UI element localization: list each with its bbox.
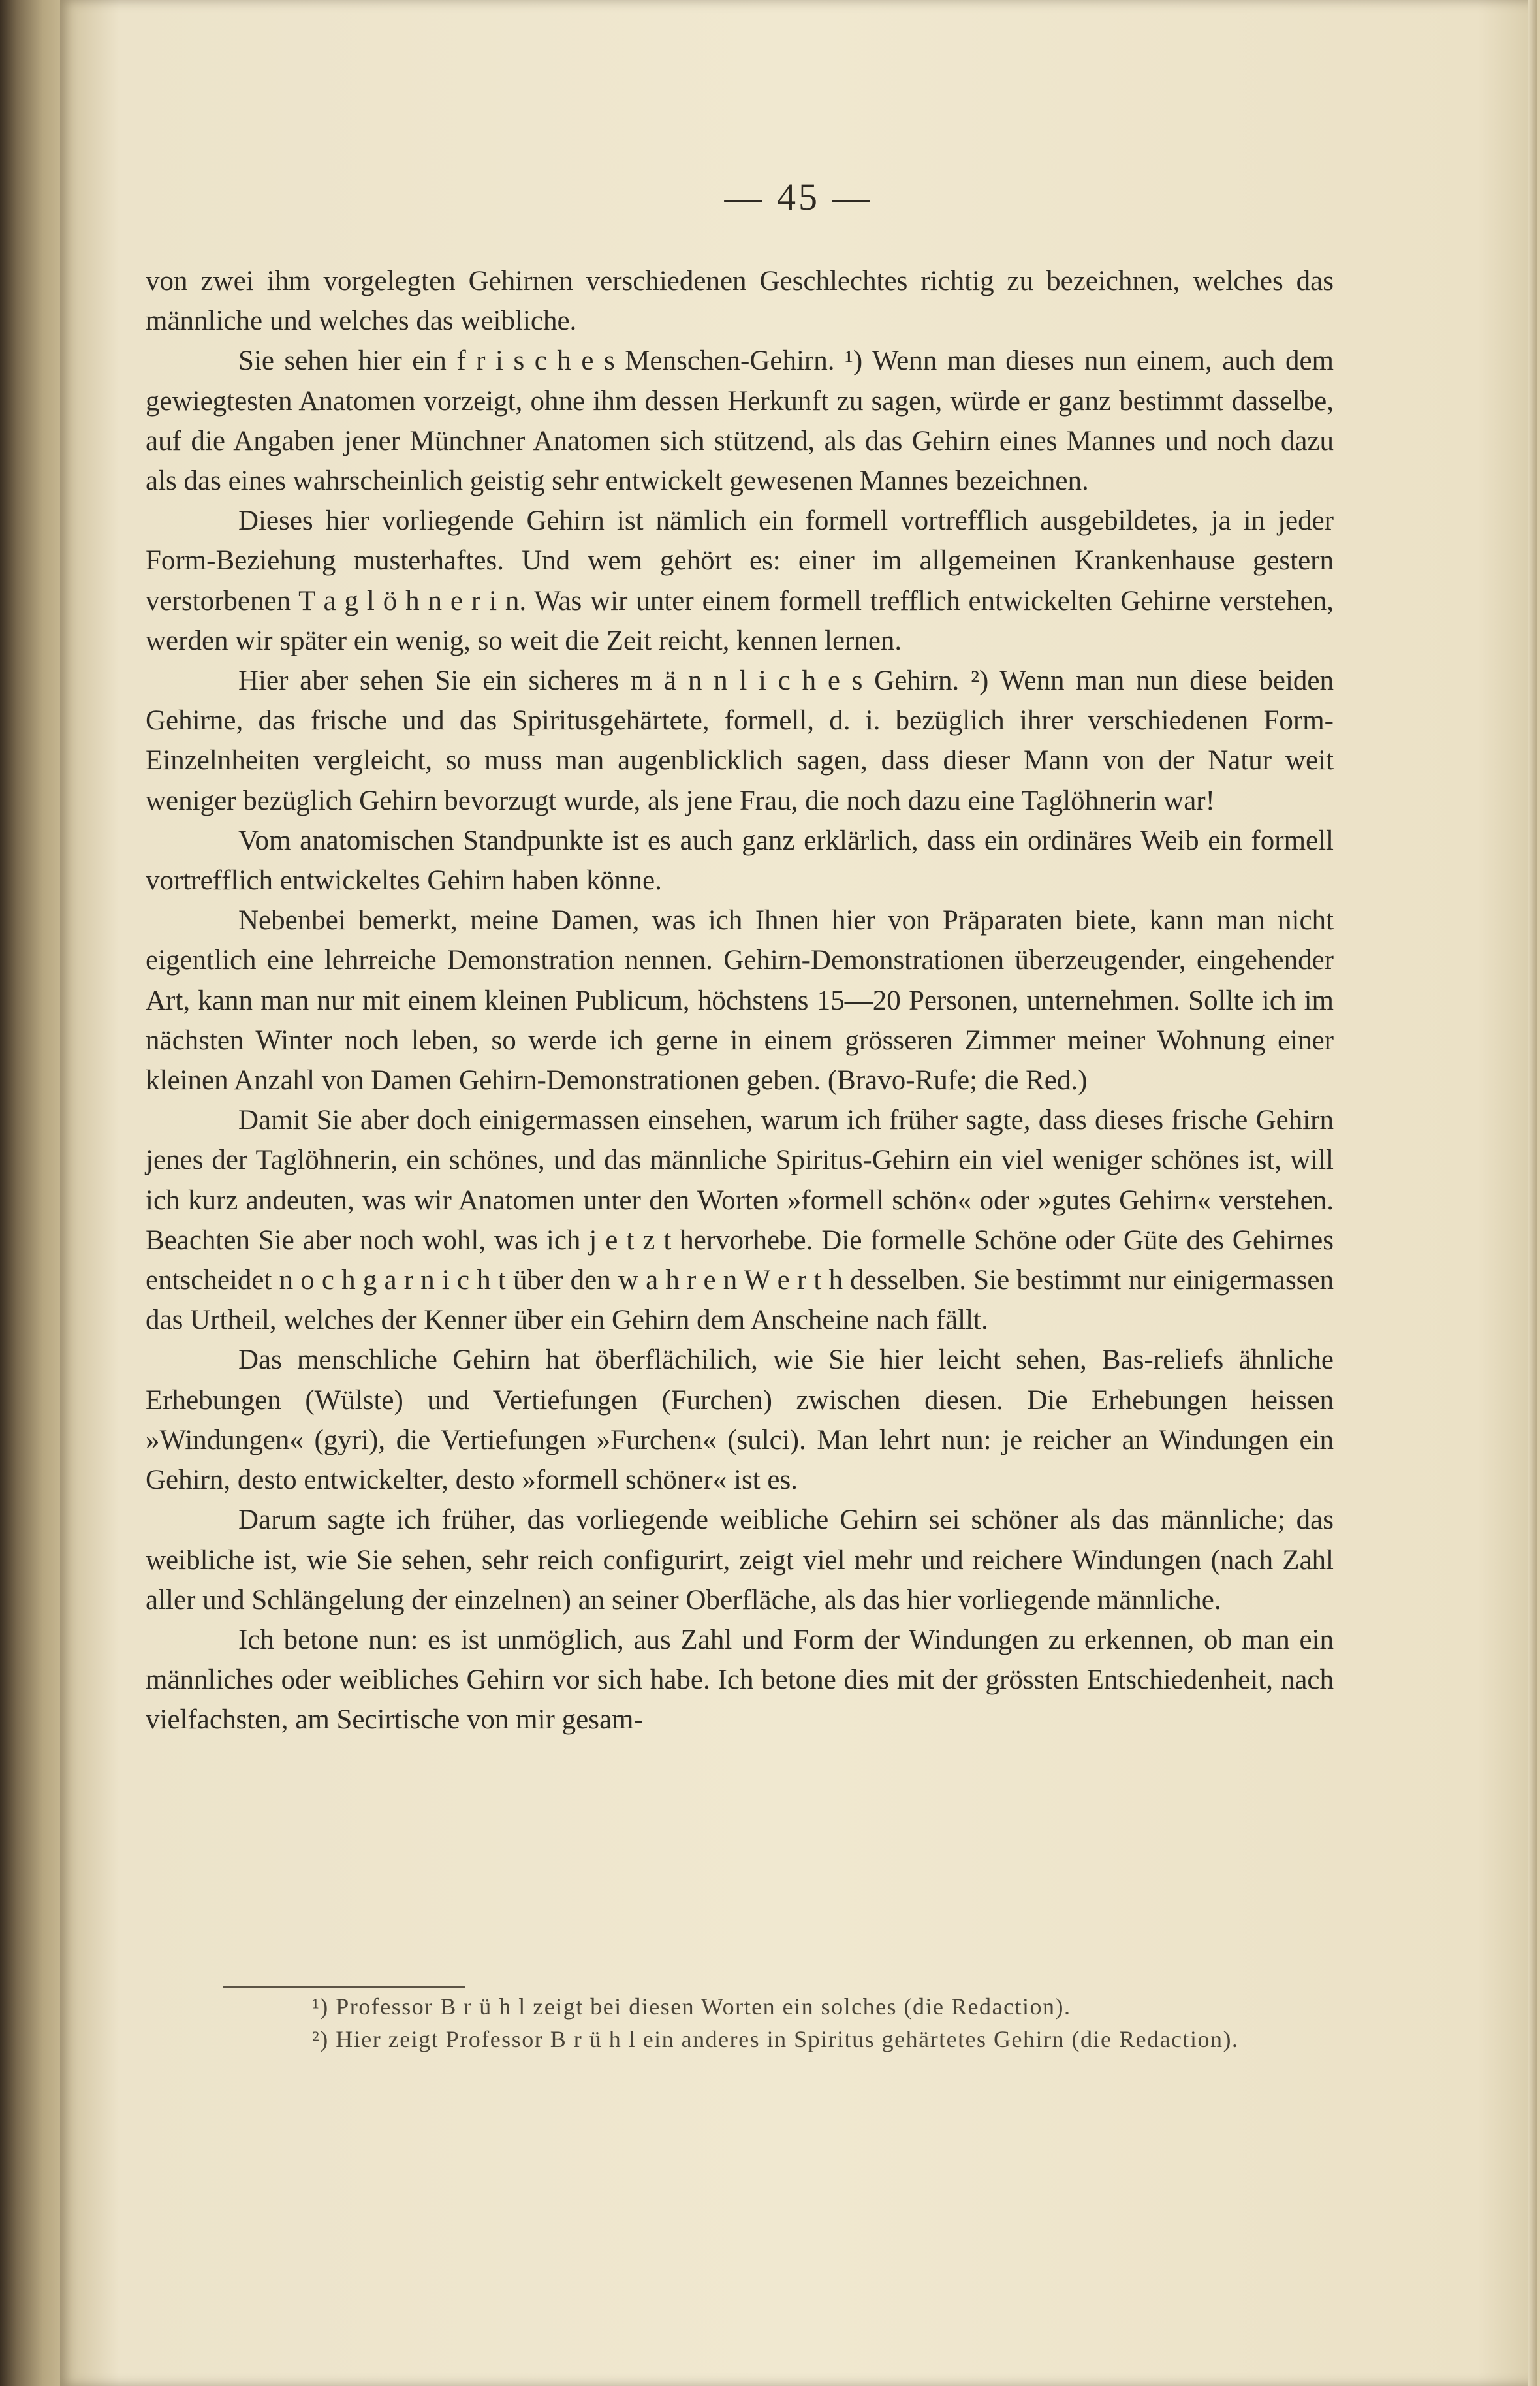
paragraph: Hier aber sehen Sie ein sicheres m ä n n l i c h e s Gehirn. ²) Wenn man nun diese beiden Gehirne, das frische und das Spiritusgehärtete, formell, d. i. bezüglich ihrer verschiedenen Form-Einzelnheiten vergleicht, so muss man augenblicklich sagen, dass dieser Mann von der Natur weit weniger bezüglich Gehirn bevorzugt wurde, als jene Frau, die noch dazu eine Taglöhnerin war! — [146, 665, 1334, 816]
page-number: — 45 — — [724, 176, 873, 218]
page-edge — [1528, 0, 1537, 2386]
paragraph: Dieses hier vorliegende Gehirn ist nämlich ein formell vortrefflich ausgebildetes, ja in jeder Form-Beziehung musterhaftes. Und wem gehört es: einer im allgemeinen Krankenhause gestern verstorbenen T a g l ö h n e r i n. Was wir unter einem formell trefflich entwickelten Gehirne verstehen, werden wir später ein wenig, so weit die Zeit reicht, kennen lernen. — [146, 505, 1334, 656]
book-page — [60, 0, 1537, 2386]
footnote: ¹) Professor B r ü h l zeigt bei diesen Worten ein solches (die Redaction). — [312, 1994, 1071, 2020]
footnote: ²) Hier zeigt Professor B r ü h l ein anderes in Spiritus gehärtetes Gehirn (die Redaction). — [312, 2026, 1239, 2052]
paragraph: Nebenbei bemerkt, meine Damen, was ich Ihnen hier von Präparaten biete, kann man nicht eigentlich eine lehrreiche Demonstration nennen. Gehirn-Demonstrationen überzeugender, eingehender Art, kann man nur mit einem kleinen Publicum, höchstens 15—20 Personen, unternehmen. Sollte ich im nächsten Winter noch leben, so werde ich gerne in einem grösseren Zimmer meiner Wohnung einer kleinen Anzahl von Damen Gehirn-Demonstrationen geben. (Bravo-Rufe; die Red.) — [146, 905, 1334, 1096]
paragraph: Sie sehen hier ein f r i s c h e s Menschen-Gehirn. ¹) Wenn man dieses nun einem, auch dem gewiegtesten Anatomen vorzeigt, ohne ihm dessen Herkunft zu sagen, würde er ganz bestimmt dasselbe, auf die Angaben jener Münchner Anatomen sich stützend, als das Gehirn eines Mannes und noch dazu als das eines wahrscheinlich geistig sehr entwickelt gewesenen Mannes bezeichnen. — [146, 345, 1334, 497]
paragraph: Ich betone nun: es ist unmöglich, aus Zahl und Form der Windungen zu erkennen, ob man ein männliches oder weibliches Gehirn vor sich habe. Ich betone dies mit der grössten Entschiedenheit, nach vielfachsten, am Secirtische von mir gesam- — [146, 1624, 1334, 1736]
footnote-divider — [223, 1986, 465, 1988]
paragraph: Vom anatomischen Standpunkte ist es auch ganz erklärlich, dass ein ordinäres Weib ein formell vortrefflich entwickeltes Gehirn haben könne. — [146, 825, 1334, 897]
footnotes — [146, 1990, 1334, 2056]
paragraph: von zwei ihm vorgelegten Gehirnen verschiedenen Geschlechtes richtig zu bezeichnen, welches das männliche und welches das weibliche. — [146, 266, 1334, 337]
paragraph: Das menschliche Gehirn hat öberflächilich, wie Sie hier leicht sehen, Bas-reliefs ähnliche Erhebungen (Wülste) und Vertiefungen (Furchen) zwischen diesen. Die Erhebungen heissen »Windungen« (gyri), die Vertiefungen »Furchen« (sulci). Man lehrt nun: je reicher an Windungen ein Gehirn, desto entwickelter, desto »formell schöner« ist es. — [146, 1344, 1334, 1496]
paragraph: Damit Sie aber doch einigermassen einsehen, warum ich früher sagte, dass dieses frische Gehirn jenes der Taglöhnerin, ein schönes, und das männliche Spiritus-Gehirn ein viel weniger schönes ist, will ich kurz andeuten, was wir Anatomen unter den Worten »formell schön« oder »gutes Gehirn« verstehen. Beachten Sie aber noch wohl, was ich j e t z t hervorhebe. Die formelle Schöne oder Güte des Gehirnes entscheidet n o c h g a r n i c h t über den w a h r e n W e r t h desselben. Sie bestimmt nur einigermassen das Urtheil, welches der Kenner über ein Gehirn dem Anscheine nach fällt. — [146, 1105, 1334, 1336]
body-text — [146, 261, 1334, 1740]
paragraph: Darum sagte ich früher, das vorliegende weibliche Gehirn sei schöner als das männliche; das weibliche ist, wie Sie sehen, sehr reich configurirt, zeigt viel mehr und reichere Windungen (nach Zahl aller und Schlängelung der einzelnen) an seiner Oberfläche, als das hier vorliegende männliche. — [146, 1504, 1334, 1615]
